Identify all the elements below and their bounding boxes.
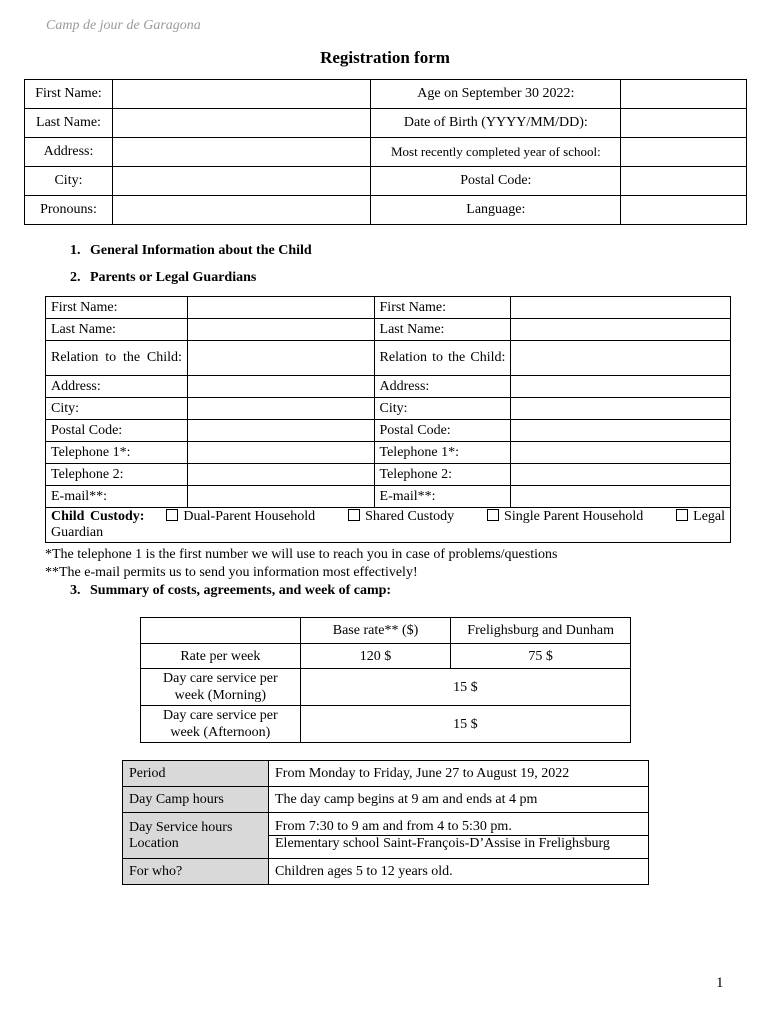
- page-title: Registration form: [320, 48, 450, 67]
- first-name-label: First Name:: [25, 80, 113, 109]
- parent2-last-name-field[interactable]: [511, 319, 731, 341]
- parent1-postal-code-label: Postal Code:: [46, 420, 188, 442]
- city-label: City:: [25, 167, 113, 196]
- age-field[interactable]: [621, 80, 747, 109]
- parent1-first-name-field[interactable]: [187, 297, 374, 319]
- parent1-telephone1-label: Telephone 1*:: [46, 442, 188, 464]
- first-name-field[interactable]: [112, 80, 371, 109]
- table-row: [25, 167, 747, 196]
- parent2-relation-label: Relation to the Child:: [374, 341, 511, 376]
- frelighsburg-rate-value: 75 $: [451, 644, 631, 669]
- day-camp-hours-label: Day Camp hours: [123, 787, 269, 813]
- checkbox-icon[interactable]: [166, 509, 178, 521]
- location-value: Elementary school Saint-François-D’Assise in Frelighsburg: [269, 836, 649, 859]
- city-field[interactable]: [112, 167, 371, 196]
- parent2-city-label: City:: [374, 398, 511, 420]
- parent2-address-label: Address:: [374, 376, 511, 398]
- table-row: [46, 464, 731, 486]
- parent2-postal-code-label: Postal Code:: [374, 420, 511, 442]
- address-label: Address:: [25, 138, 113, 167]
- section-title: Summary of costs, agreements, and week of camp:: [90, 583, 392, 598]
- day-camp-hours-value: The day camp begins at 9 am and ends at 4 pm: [269, 787, 649, 813]
- day-service-hours-label: Day Service hours: [123, 813, 269, 836]
- parent1-telephone2-label: Telephone 2:: [46, 464, 188, 486]
- table-row: [25, 138, 747, 167]
- custody-option-dual-parent[interactable]: Dual-Parent Household: [166, 509, 315, 525]
- language-label: Language:: [371, 196, 621, 225]
- child-custody-cell: [46, 508, 731, 543]
- custody-row: [46, 508, 731, 543]
- parent1-address-label: Address:: [46, 376, 188, 398]
- table-row: [46, 486, 731, 508]
- parent1-city-label: City:: [46, 398, 188, 420]
- pronouns-label: Pronouns:: [25, 196, 113, 225]
- parent2-relation-field[interactable]: [511, 341, 731, 376]
- parent2-telephone1-label: Telephone 1*:: [374, 442, 511, 464]
- table-row: [123, 761, 649, 787]
- base-rate-value: 120 $: [300, 644, 451, 669]
- parent1-telephone2-field[interactable]: [187, 464, 374, 486]
- address-field[interactable]: [112, 138, 371, 167]
- parent2-telephone2-field[interactable]: [511, 464, 731, 486]
- parent1-postal-code-field[interactable]: [187, 420, 374, 442]
- school-year-field[interactable]: [621, 138, 747, 167]
- parent1-last-name-label: Last Name:: [46, 319, 188, 341]
- parent2-postal-code-field[interactable]: [511, 420, 731, 442]
- parent2-first-name-label: First Name:: [374, 297, 511, 319]
- child-custody-label: Child Custody:: [51, 509, 145, 524]
- custody-option-legal-guardian[interactable]: Legal Guardian: [51, 509, 726, 540]
- costs-header-empty: [141, 618, 301, 644]
- table-row: [46, 319, 731, 341]
- table-row: [25, 196, 747, 225]
- parent2-address-field[interactable]: [511, 376, 731, 398]
- email-note: **The e-mail permits us to send you information most effectively!: [45, 565, 418, 580]
- parent1-email-field[interactable]: [187, 486, 374, 508]
- section-number: 2.: [70, 270, 81, 285]
- parent2-telephone2-label: Telephone 2:: [374, 464, 511, 486]
- postal-code-label: Postal Code:: [371, 167, 621, 196]
- language-field[interactable]: [621, 196, 747, 225]
- parent1-first-name-label: First Name:: [46, 297, 188, 319]
- morning-service-value: 15 $: [300, 669, 630, 706]
- date-of-birth-field[interactable]: [621, 109, 747, 138]
- child-info-table: [24, 79, 747, 225]
- parent1-last-name-field[interactable]: [187, 319, 374, 341]
- section-title: Parents or Legal Guardians: [90, 270, 257, 285]
- parent1-relation-label: Relation to the Child:: [46, 341, 188, 376]
- custody-option-shared[interactable]: Shared Custody: [348, 509, 454, 525]
- table-row: [123, 836, 649, 859]
- table-row: [25, 109, 747, 138]
- afternoon-service-value: 15 $: [300, 706, 630, 743]
- period-label: Period: [123, 761, 269, 787]
- morning-service-label: Day care service per week (Morning): [141, 669, 301, 706]
- afternoon-service-label: Day care service per week (Afternoon): [141, 706, 301, 743]
- checkbox-icon[interactable]: [348, 509, 360, 521]
- pronouns-field[interactable]: [112, 196, 371, 225]
- parent2-telephone1-field[interactable]: [511, 442, 731, 464]
- period-value: From Monday to Friday, June 27 to August 19, 2022: [269, 761, 649, 787]
- table-row: [46, 442, 731, 464]
- parent2-city-field[interactable]: [511, 398, 731, 420]
- table-row: [25, 80, 747, 109]
- postal-code-field[interactable]: [621, 167, 747, 196]
- table-row: [141, 644, 631, 669]
- table-row: [141, 669, 631, 706]
- last-name-field[interactable]: [112, 109, 371, 138]
- parent2-email-field[interactable]: [511, 486, 731, 508]
- table-row: [46, 398, 731, 420]
- last-name-label: Last Name:: [25, 109, 113, 138]
- parent1-telephone1-field[interactable]: [187, 442, 374, 464]
- section-heading-2: [70, 270, 256, 286]
- parent1-address-field[interactable]: [187, 376, 374, 398]
- table-row: [123, 813, 649, 836]
- parent2-last-name-label: Last Name:: [374, 319, 511, 341]
- date-of-birth-label: Date of Birth (YYYY/MM/DD):: [371, 109, 621, 138]
- camp-name-header: Camp de jour de Garagona: [46, 18, 201, 33]
- table-row: [46, 376, 731, 398]
- telephone-note: *The telephone 1 is the first number we will use to reach you in case of problems/questions: [45, 547, 558, 562]
- table-row: [46, 341, 731, 376]
- checkbox-icon[interactable]: [487, 509, 499, 521]
- parent2-first-name-field[interactable]: [511, 297, 731, 319]
- rate-per-week-label: Rate per week: [141, 644, 301, 669]
- table-row: [141, 618, 631, 644]
- day-service-hours-value: From 7:30 to 9 am and from 4 to 5:30 pm.: [269, 813, 649, 836]
- table-row: [123, 859, 649, 885]
- location-label: Location: [123, 836, 269, 859]
- checkbox-icon[interactable]: [676, 509, 688, 521]
- parents-table: [45, 296, 731, 543]
- base-rate-header: Base rate** ($): [300, 618, 451, 644]
- table-row: [46, 420, 731, 442]
- for-who-value: Children ages 5 to 12 years old.: [269, 859, 649, 885]
- page-number: 1: [716, 975, 724, 991]
- frelighsburg-header: Frelighsburg and Dunham: [451, 618, 631, 644]
- section-heading-3: [70, 583, 391, 599]
- camp-info-table: [122, 760, 649, 885]
- custody-option-single-parent[interactable]: Single Parent Household: [487, 509, 643, 525]
- section-number: 1.: [70, 243, 81, 258]
- section-heading-1: [70, 243, 312, 259]
- school-year-label: Most recently completed year of school:: [371, 138, 621, 167]
- table-row: [46, 297, 731, 319]
- section-title: General Information about the Child: [90, 243, 312, 258]
- parent1-relation-field[interactable]: [187, 341, 374, 376]
- parent1-city-field[interactable]: [187, 398, 374, 420]
- table-row: [141, 706, 631, 743]
- section-number: 3.: [70, 583, 81, 598]
- costs-table: [140, 617, 631, 743]
- parent1-email-label: E-mail**:: [46, 486, 188, 508]
- parent2-email-label: E-mail**:: [374, 486, 511, 508]
- age-label: Age on September 30 2022:: [371, 80, 621, 109]
- table-row: [123, 787, 649, 813]
- for-who-label: For who?: [123, 859, 269, 885]
